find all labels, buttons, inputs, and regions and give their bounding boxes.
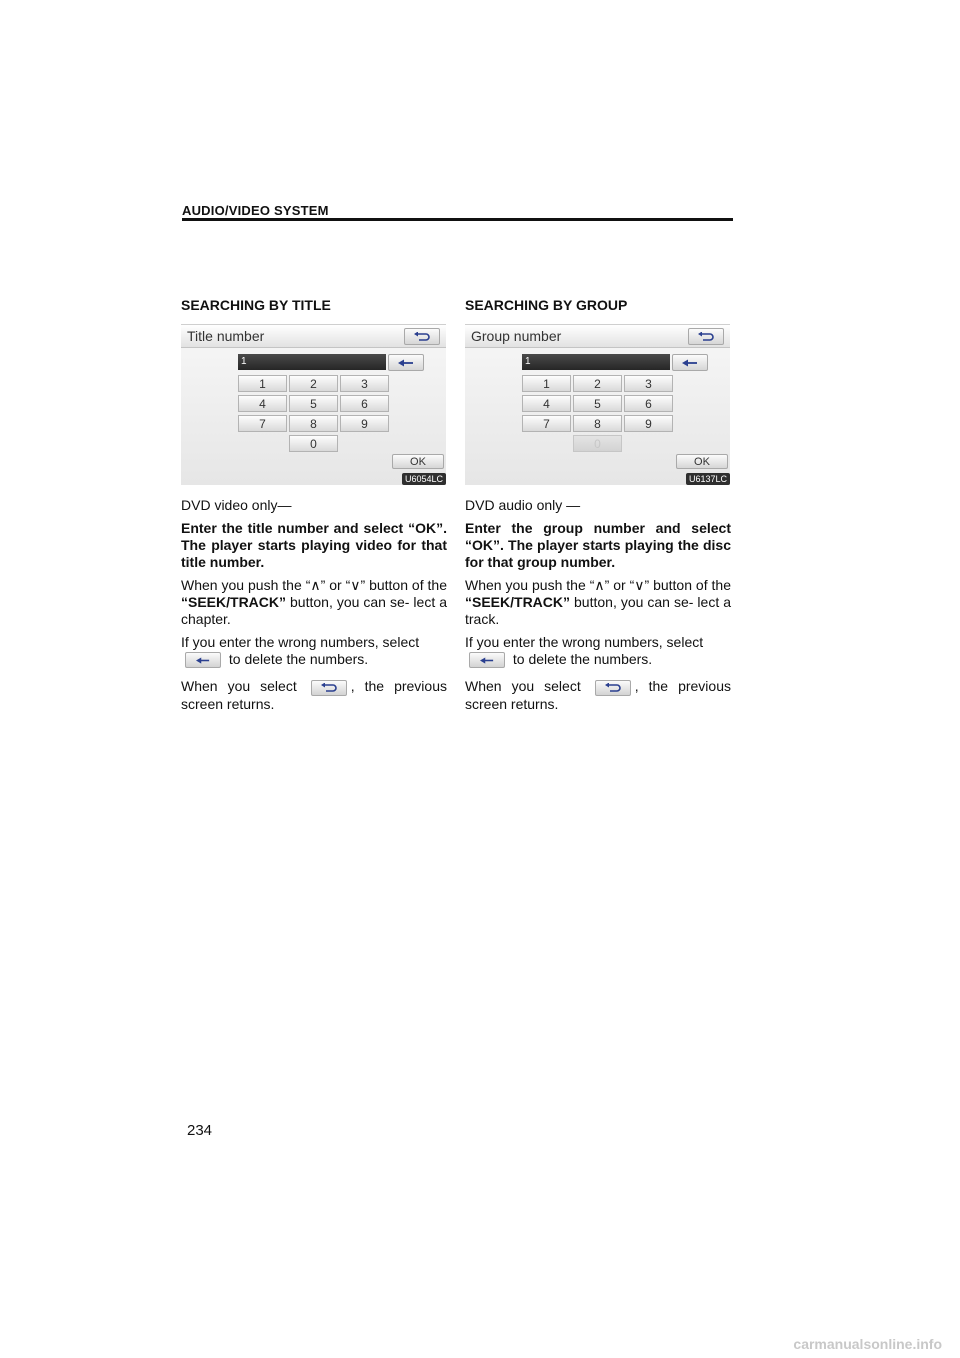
backspace-arrow-icon [196, 657, 210, 664]
back-button-illustration [595, 680, 631, 696]
intro-text: DVD video only— [181, 497, 292, 513]
number-input[interactable]: 1 [522, 354, 670, 370]
numeric-keypad [522, 375, 675, 452]
delete-button-illustration [469, 652, 505, 668]
key-5[interactable]: 5 [573, 395, 622, 412]
back-button[interactable] [688, 328, 724, 345]
ok-button[interactable]: OK [392, 454, 444, 469]
instruction-paragraph [465, 520, 731, 571]
instruction-paragraph [181, 520, 447, 571]
key-1[interactable]: 1 [238, 375, 287, 392]
wrong-text-1: If you enter the wrong numbers, select [181, 634, 420, 650]
when-text-post: , the previous screen returns. [181, 678, 447, 712]
delete-button-illustration [185, 652, 221, 668]
section-heading: SEARCHING BY GROUP [465, 297, 628, 313]
group-number-screen [465, 324, 730, 485]
page-number: 234 [187, 1122, 213, 1139]
number-input[interactable]: 1 [238, 354, 386, 370]
return-arrow-icon [320, 683, 338, 693]
wrong-text-1: If you enter the wrong numbers, select [465, 634, 704, 650]
back-button[interactable] [404, 328, 440, 345]
when-paragraph [181, 678, 447, 712]
header-rule [182, 218, 733, 221]
seek-text-pre: When you push the “∧” or “∨” button of the [181, 577, 447, 593]
seek-paragraph [465, 577, 731, 628]
key-2[interactable]: 2 [289, 375, 338, 392]
when-text-pre: When you select [465, 678, 581, 695]
return-arrow-icon [413, 332, 431, 342]
return-arrow-icon [697, 332, 715, 342]
title-number-screen [181, 324, 446, 485]
when-text-pre: When you select [181, 678, 297, 695]
screen-title: Group number [471, 328, 562, 344]
key-7[interactable]: 7 [238, 415, 287, 432]
key-5[interactable]: 5 [289, 395, 338, 412]
backspace-arrow-icon [480, 657, 494, 664]
key-2[interactable]: 2 [573, 375, 622, 392]
key-8[interactable]: 8 [289, 415, 338, 432]
key-6[interactable]: 6 [624, 395, 673, 412]
backspace-arrow-icon [682, 359, 698, 367]
key-7[interactable]: 7 [522, 415, 571, 432]
seek-text-pre: When you push the “∧” or “∨” button of the [465, 577, 731, 593]
section-heading: SEARCHING BY TITLE [181, 297, 331, 313]
watermark: carmanualsonline.info [793, 1336, 942, 1352]
key-0: 0 [573, 435, 622, 452]
figure-code: U6137LC [686, 473, 730, 485]
wrong-text-2: to delete the numbers. [228, 651, 369, 667]
key-4[interactable]: 4 [522, 395, 571, 412]
right-column [465, 297, 731, 719]
instruction-text: Enter the group number and select “OK”. The player starts playing the disc for that group number. [465, 520, 731, 570]
seek-paragraph [181, 577, 447, 628]
wrong-paragraph [465, 634, 731, 668]
left-column [181, 297, 447, 719]
key-6[interactable]: 6 [340, 395, 389, 412]
delete-button[interactable] [388, 354, 424, 371]
key-1[interactable]: 1 [522, 375, 571, 392]
key-9[interactable]: 9 [340, 415, 389, 432]
delete-button[interactable] [672, 354, 708, 371]
wrong-paragraph [181, 634, 447, 668]
instruction-text: Enter the title number and select “OK”. The player starts playing video for that title number. [181, 520, 447, 570]
return-arrow-icon [604, 683, 622, 693]
key-4[interactable]: 4 [238, 395, 287, 412]
key-0[interactable]: 0 [289, 435, 338, 452]
key-3[interactable]: 3 [340, 375, 389, 392]
wrong-text-2: to delete the numbers. [512, 651, 653, 667]
screen-title: Title number [187, 328, 265, 344]
figure-code: U6054LC [402, 473, 446, 485]
when-text-post: , the previous screen returns. [465, 678, 731, 712]
ok-button[interactable]: OK [676, 454, 728, 469]
intro-text: DVD audio only — [465, 497, 581, 513]
seek-button-name: “SEEK/TRACK” [181, 594, 287, 610]
key-3[interactable]: 3 [624, 375, 673, 392]
key-8[interactable]: 8 [573, 415, 622, 432]
key-9[interactable]: 9 [624, 415, 673, 432]
seek-button-name: “SEEK/TRACK” [465, 594, 571, 610]
backspace-arrow-icon [398, 359, 414, 367]
seek-text-post: button, you can se- lect a chapter. [181, 594, 447, 627]
seek-text-post: button, you can se- lect a track. [465, 594, 731, 627]
back-button-illustration [311, 680, 347, 696]
section-header: AUDIO/VIDEO SYSTEM [182, 203, 329, 218]
when-paragraph [465, 678, 731, 712]
numeric-keypad [238, 375, 391, 452]
